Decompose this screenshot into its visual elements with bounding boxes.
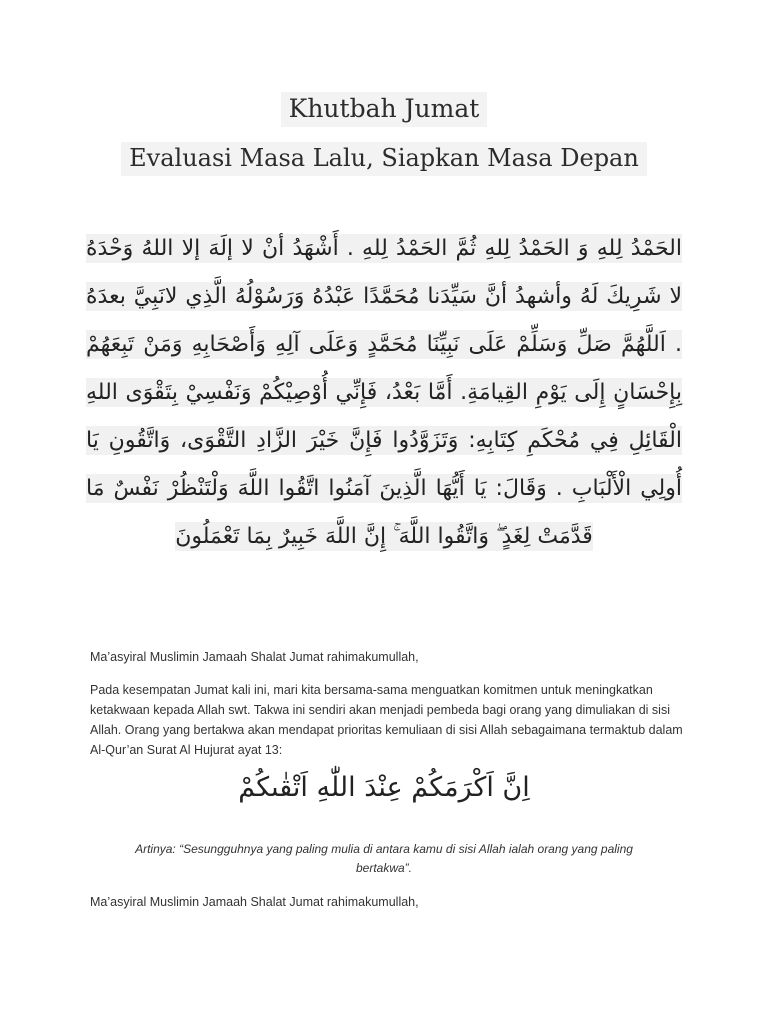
salutation-2: Ma’asyiral Muslimin Jamaah Shalat Jumat rahimakumullah, (90, 895, 419, 909)
document-title (0, 94, 768, 123)
body-paragraph-1: Pada kesempatan Jumat kali ini, mari kita bersama-sama menguatkan komitmen untuk meningkatkan ketakwaan kepada Allah swt. Takwa ini sendiri akan menjadi pembeda bagi orang yang dimuliakan di sisi Allah. Orang yang bertakwa akan mendapat prioritas kemuliaan di sisi Allah sebagaimana termaktub dalam Al-Qur’an Surat Al Hujurat ayat 13: (90, 683, 683, 757)
salutation-1: Ma’asyiral Muslimin Jamaah Shalat Jumat rahimakumullah, (90, 650, 419, 664)
arabic-opening-text: الحَمْدُ لِلهِ وَ الحَمْدُ لِلهِ ثُمَّ الحَمْدُ لِلهِ . أَشْهَدُ أنْ لا إلَهَ إلا اللهُ وَحْدَهُ لا شَرِيكَ لَهُ وأشهدُ أنَّ سَيِّدَنا مُحَمَّدًا عَبْدُهُ وَرَسُوْلُهُ الَّذِي لانَبِيَّ بعدَهُ . اَللَّهُمَّ صَلِّ وَسَلِّمْ عَلَى نَبِيِّنَا مُحَمَّدٍ وَعَلَى آلِهِ وَأَصْحَابِهِ وَمَنْ تَبِعَهُمْ بِإِحْسَانٍ إِلَى يَوْمِ القِيامَةِ. أَمَّا بَعْدُ، فَإِنِّي أُوْصِيْكُمْ وَنَفْسِيْ بِتَقْوَى اللهِ الْقَائِلِ فِي مُحْكَمِ كِتَابِهِ: وَتَزَوَّدُوا فَإِنَّ خَيْرَ الزَّادِ التَّقْوَى، وَاتَّقُونِ يَا أُولِي الْأَلْبَابِ . وَقَالَ: يَا أَيُّهَا الَّذِينَ آمَنُوا اتَّقُوا اللَّهَ وَلْتَنْظُرْ نَفْسٌ مَا قَدَّمَتْ لِغَدٍ ۖ وَاتَّقُوا اللَّهَ ۚ إِنَّ اللَّهَ خَبِيرٌ بِمَا تَعْمَلُونَ (86, 236, 682, 549)
quran-verse: اِنَّ اَكْرَمَكُمْ عِنْدَ اللّٰهِ اَتْقٰىكُمْ (238, 772, 530, 803)
document-title-text: Khutbah Jumat (281, 92, 488, 127)
arabic-opening-paragraph (86, 225, 682, 561)
document-subtitle (0, 144, 768, 172)
document-subtitle-text: Evaluasi Masa Lalu, Siapkan Masa Depan (121, 142, 647, 176)
verse-translation: Artinya: “Sesungguhnya yang paling mulia di antara kamu di sisi Allah ialah orang yang paling bertakwa”. (135, 842, 633, 875)
